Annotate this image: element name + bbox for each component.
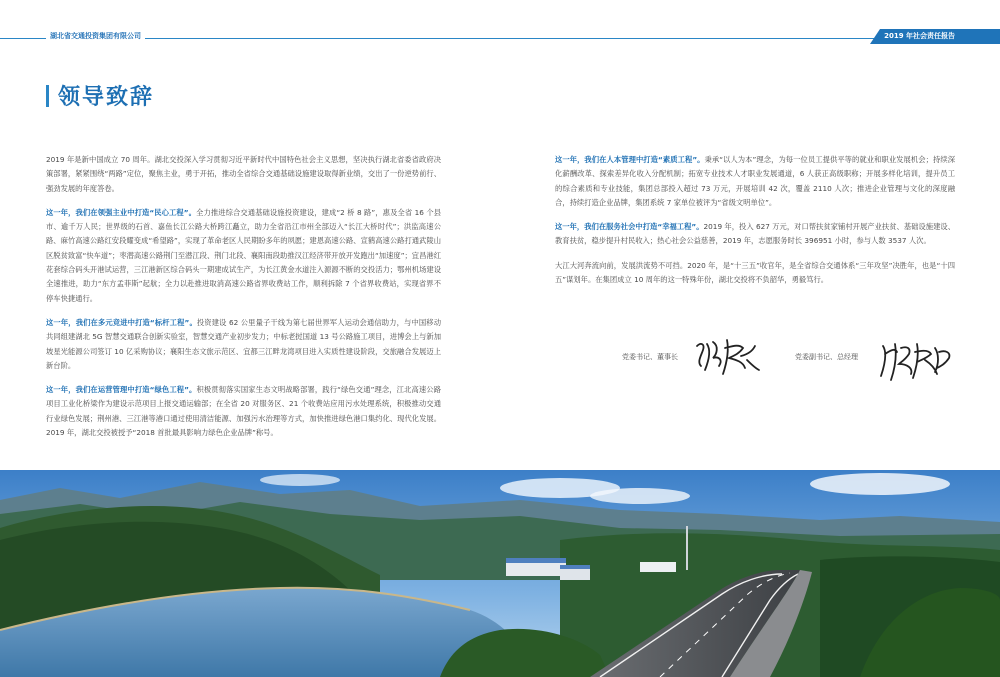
paragraph-highlight: 这一年，我们在人本管理中打造“素质工程”。 [555, 155, 705, 164]
paragraph [555, 220, 955, 249]
left-column [46, 153, 441, 450]
paragraph [46, 316, 441, 373]
paragraph-highlight: 这一年，我们在运营管理中打造“绿色工程”。 [46, 385, 197, 395]
paragraph-text: 全力推进综合交通基础设施投资建设，建成“2 桥 8 路”，惠及全省 16 个县市、逾千万人民；世界级的石首、嘉鱼长江公路大桥跨江矗立，助力全省沿江市州全部迈入“长江大桥时代”；洪监高速公路、麻竹高速公路红安段耀变成“希望路”，实现了革命老区人民期盼多年的夙愿；建恩高速公路、宣鹤高速公路打通武陵山区脱贫致富“快车道”；枣潜高速公路荆门至潜江段、荆门北段、襄阳南段助推汉江经济带开放开发跑出“加速度”；宜昌港红花套综合码头开港试运营，三江港新区综合码头一期建成试生产，为长江黄金水道注入源源不断的交投活力；鄂州机场建设全速推进，助力“东方孟菲斯”起航；全力以赴推进取消高速公路省界收费站工作，顺利拆除 7 个省界收费站，实现省界不停车快捷通行。 [46, 207, 442, 303]
paragraph-highlight: 这一年，我们在服务社会中打造“幸福工程”。 [555, 222, 704, 232]
paragraph-text: 2019 年是新中国成立 70 周年。湖北交投深入学习贯彻习近平新时代中国特色社会主义思想，坚决执行湖北省委省政府决策部署，紧紧围绕“两路”定位，聚焦主业，勇于开拓，推动全省综合交通基础设施建设取得新业绩，交出了一份逆势前行、强劲发展的年度答卷。 [46, 155, 441, 193]
header-rule [0, 38, 1000, 39]
paragraph-text: 秉承“以人为本”理念，为每一位员工提供平等的就业和职业发展机会；持续深化薪酬改革、探索差异化收入分配机制；拓宽专业技术人才职业发展通道，6 人获正高级职称；开展多样化培训，提升员工的综合素质和专业技能，集团总部投入超过 73 万元，开展培训 42 次，覆盖 2110 人次；推进企业管理与文化的深度融合，持续打造企业品牌，集团系统 7 家单位被评为“省级文明单位”。 [555, 155, 955, 207]
paragraph-text: 大江大河奔流向前，发展洪流势不可挡。2020 年，是“十三五”收官年，是全省综合交通体系“三年攻坚”决胜年，也是“十四五”谋划年。在集团成立 10 周年的这一特殊年份，湖北交投将不负韶华，勇毅笃行。 [555, 260, 955, 285]
general-manager-signature [877, 338, 957, 384]
paragraph-highlight: 这一年，我们在多元竞进中打造“标杆工程”。 [46, 317, 197, 327]
company-name: 湖北省交通投资集团有限公司 [46, 31, 145, 41]
paragraph-text: 积极贯彻落实国家生态文明战略部署，践行“绿色交通”理念，江北高速公路项目工业化桥梁作为建设示范项目上报交通运输部；在全省 20 对服务区、21 个收费站应用污水处理系统，积极推动交通行业绿色发展；荆州港、三江港等港口通过使用清洁能源、加强污水治理等方式，加快推进绿色港口集约化、现代化发展。2019 年，湖北交投被授予“2018 首批最具影响力绿色企业品牌”称号。 [46, 385, 441, 438]
paragraph-highlight: 这一年，我们在领强主业中打造“民心工程”。 [46, 207, 197, 217]
paragraph-text: 2019 年，投入 627 万元，对口帮扶贫家铺村开展产业扶贫、基础设施建设、教育扶贫，稳步提升村民收入；热心社会公益慈善，2019 年，志愿服务时长 396951 小时，参与人数 3537 人次。 [555, 222, 955, 246]
general-manager-title: 党委副书记、总经理 [795, 353, 858, 361]
paragraph [46, 383, 441, 440]
paragraph [46, 153, 441, 196]
chairman-title: 党委书记、董事长 [622, 353, 678, 361]
chairman-signature [693, 336, 763, 378]
paragraph-text: 投资建设 62 公里量子干线为第七届世界军人运动会通信助力，与中国移动共同组建湖北 5G 智慧交通联合创新实验室，智慧交通产业初步发力；中标老挝国道 13 号公路施工项目，进博会上与新加坡星光能源公司签订 10 亿采购协议；襄阳生态文旅示范区、宜都三江畔龙湾项目进入实质性建设阶段，交旅融合发展迈上新台阶。 [46, 317, 442, 370]
page-header [0, 0, 1000, 46]
right-column [555, 153, 955, 297]
report-title: 2019 年社会责任报告 [884, 32, 955, 40]
paragraph [46, 206, 441, 306]
landscape-photo [0, 470, 1000, 677]
paragraph [555, 259, 955, 288]
page-title: 领导致辞 [58, 85, 155, 110]
paragraph [555, 153, 955, 210]
title-accent-bar [46, 85, 49, 107]
